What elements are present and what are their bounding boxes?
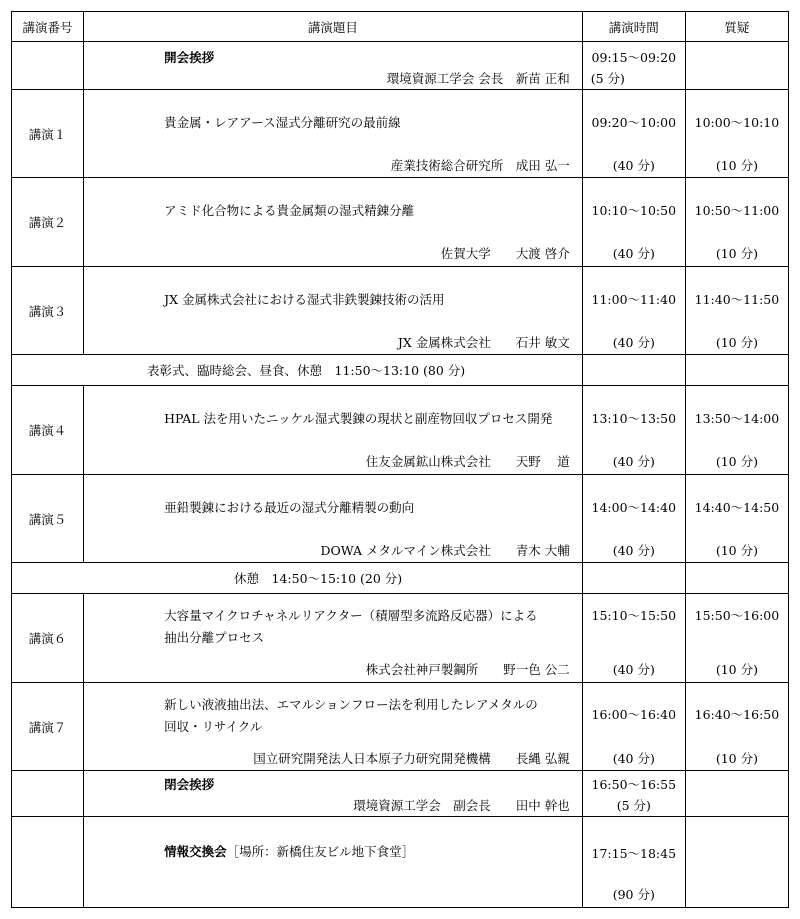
qa-time: 14:40～14:50 <box>694 500 780 515</box>
opening-row <box>12 42 789 90</box>
talk-duration: (40 分) <box>612 246 655 261</box>
break-text: 休憩 14:50～15:10 (20 分) <box>12 563 583 594</box>
talk-duration: (40 分) <box>612 335 655 350</box>
header-qa: 質疑 <box>685 12 788 42</box>
opening-speaker: 環境資源工学会 会長 新苗 正和 <box>386 71 570 86</box>
talk-row <box>12 267 789 355</box>
exchange-place: ［場所：新橋住友ビル地下食堂］ <box>226 844 415 859</box>
closing-row <box>12 771 789 817</box>
talk-time: 10:10～10:50 <box>591 203 677 218</box>
qa-time: 13:50～14:00 <box>694 411 780 426</box>
talk-speaker: 株式会社神戸製鋼所 野一色 公二 <box>365 662 570 677</box>
talk-time: 13:10～13:50 <box>591 411 677 426</box>
qa-duration: (10 分) <box>715 454 758 469</box>
qa-duration: (10 分) <box>715 662 758 677</box>
talk-row <box>12 90 789 178</box>
qa-time: 10:00～10:10 <box>694 115 780 130</box>
exchange-time: 17:15～18:45 <box>591 846 677 861</box>
qa-time: 10:50～11:00 <box>694 203 780 218</box>
talk-title: 貴金属・レアアース湿式分離研究の最前線 <box>164 115 401 130</box>
talk-speaker: 住友金属鉱山株式会社 天野 道 <box>365 454 570 469</box>
talk-duration: (40 分) <box>612 543 655 558</box>
talk-no: 講演１ <box>12 90 84 178</box>
qa-duration: (10 分) <box>715 335 758 350</box>
qa-time: 11:40～11:50 <box>694 292 780 307</box>
talk-speaker: 佐賀大学 大渡 啓介 <box>440 246 570 261</box>
opening-title: 開会挨拶 <box>164 50 215 65</box>
talk-speaker: DOWA メタルマイン株式会社 青木 大輔 <box>320 543 570 558</box>
closing-speaker: 環境資源工学会 副会長 田中 幹也 <box>353 798 570 813</box>
talk-title: HPAL 法を用いたニッケル湿式製錬の現状と副産物回収プロセス開発 <box>164 411 553 426</box>
exchange-title: 情報交換会 <box>164 844 227 859</box>
talk-time: 14:00～14:40 <box>591 500 677 515</box>
talk-no: 講演６ <box>12 594 84 683</box>
header-title: 講演題目 <box>84 12 583 42</box>
talk-title: JX 金属株式会社における湿式非鉄製錬技術の活用 <box>164 292 445 307</box>
talk-title: 亜鉛製錬における最近の湿式分離精製の動向 <box>164 500 415 515</box>
talk-time: 15:10～15:50 <box>591 608 677 623</box>
talk-time: 09:20～10:00 <box>591 115 677 130</box>
break-text: 表彰式、臨時総会、昼食、休憩 11:50～13:10 (80 分) <box>12 355 583 386</box>
talk-duration: (40 分) <box>612 158 655 173</box>
qa-time: 16:40～16:50 <box>694 707 780 722</box>
talk-no: 講演３ <box>12 267 84 355</box>
talk-no: 講演２ <box>12 178 84 267</box>
program-table <box>11 11 789 908</box>
header-no: 講演番号 <box>12 12 84 42</box>
talk-row <box>12 475 789 563</box>
talk-no: 講演７ <box>12 683 84 771</box>
break-row <box>12 355 789 386</box>
exchange-row <box>12 817 789 908</box>
talk-row <box>12 683 789 771</box>
opening-time: 09:15～09:20 <box>591 50 677 65</box>
closing-time: 16:50～16:55 <box>591 777 677 792</box>
opening-duration: (5 分) <box>590 71 625 86</box>
talk-time: 16:00～16:40 <box>591 707 677 722</box>
talk-title-line: 新しい液液抽出法、エマルションフロー法を利用したレアメタルの <box>164 697 538 712</box>
closing-duration: (5 分) <box>616 798 651 813</box>
talk-speaker: 国立研究開発法人日本原子力研究開発機構 長縄 弘親 <box>253 751 570 766</box>
break-row <box>12 563 789 594</box>
exchange-duration: (90 分) <box>612 887 655 902</box>
qa-duration: (10 分) <box>715 246 758 261</box>
header-row <box>12 12 789 42</box>
talk-row <box>12 178 789 267</box>
talk-title-line: 回収・リサイクル <box>164 719 263 734</box>
talk-title: アミド化合物による貴金属類の湿式精錬分離 <box>164 203 415 218</box>
closing-title: 閉会挨拶 <box>164 777 215 792</box>
talk-no: 講演５ <box>12 475 84 563</box>
qa-duration: (10 分) <box>715 158 758 173</box>
header-time: 講演時間 <box>582 12 685 42</box>
talk-title-line: 抽出分離プロセス <box>164 630 265 645</box>
talk-speaker: 産業技術総合研究所 成田 弘一 <box>390 158 570 173</box>
talk-time: 11:00～11:40 <box>591 292 677 307</box>
talk-title-line: 大容量マイクロチャネルリアクター（積層型多流路反応器）による <box>164 608 538 623</box>
qa-time: 15:50～16:00 <box>694 608 780 623</box>
talk-duration: (40 分) <box>612 751 655 766</box>
talk-duration: (40 分) <box>612 662 655 677</box>
talk-speaker: JX 金属株式会社 石井 敏文 <box>397 335 570 350</box>
talk-duration: (40 分) <box>612 454 655 469</box>
qa-duration: (10 分) <box>715 543 758 558</box>
talk-row <box>12 386 789 475</box>
talk-row <box>12 594 789 683</box>
talk-no: 講演４ <box>12 386 84 475</box>
qa-duration: (10 分) <box>715 751 758 766</box>
